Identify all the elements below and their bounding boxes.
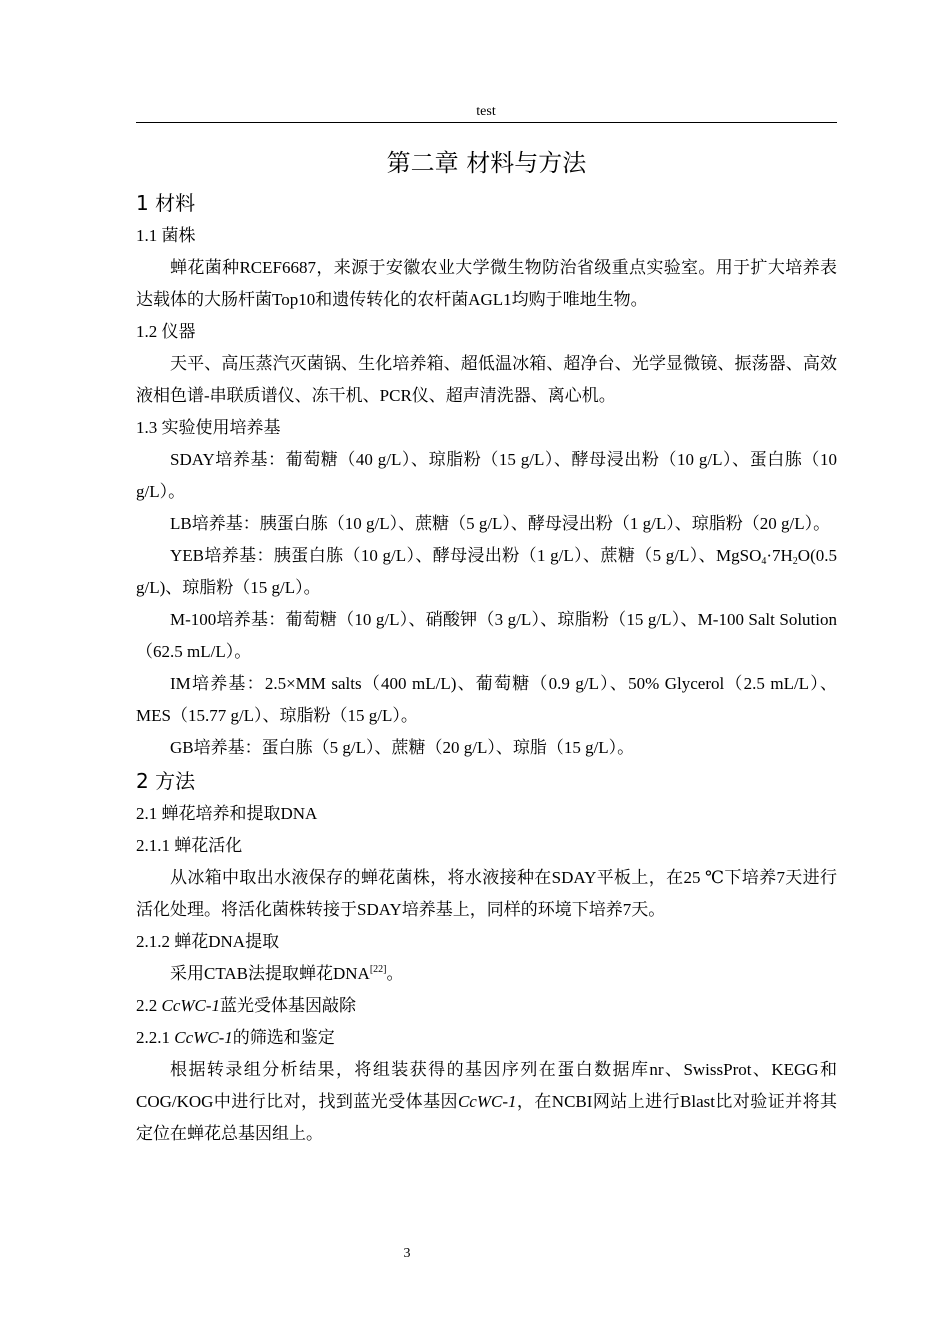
paragraph-im-medium: IM培养基：2.5×MM salts（400 mL/L)、葡萄糖（0.9 g/L）、50% Glycerol（2.5 mL/L）、MES（15.77 g/L）、琼脂粉（15 g/L）。 [136,674,837,725]
paragraph-sday-medium: SDAY培养基：葡萄糖（40 g/L）、琼脂粉（15 g/L）、酵母浸出粉（10 g/L）、蛋白胨（10 g/L）。 [136,450,837,501]
yeb-text-2: ·7H [766,546,793,565]
subsection-heading-strains: 1.1 菌株 [136,226,196,245]
heading-text: 的筛选和鉴定 [232,1028,335,1047]
subsubsection-heading-screening [136,1022,837,1054]
section-heading-methods: 2 方法 [136,769,196,793]
heading-number: 2.2 [136,996,162,1015]
yeb-text-1: YEB培养基：胰蛋白胨（10 g/L）、酵母浸出粉（1 g/L）、蔗糖（5 g/L）、MgSO [170,546,762,565]
paragraph-gb-medium: GB培养基：蛋白胨（5 g/L）、蔗糖（20 g/L）、琼脂（15 g/L）。 [170,738,635,757]
yeb-subscript-2: 2 [792,556,798,567]
citation-ref: [22] [369,964,387,975]
subsection-heading-media: 1.3 实验使用培养基 [136,418,281,437]
heading-number: 2.2.1 [136,1028,175,1047]
heading-text: 蓝光受体基因敲除 [220,996,357,1015]
paragraph-m100-medium: M-100培养基：葡萄糖（10 g/L）、硝酸钾（3 g/L）、琼脂粉（15 g/L）、M-100 Salt Solution（62.5 mL/L）。 [136,610,837,661]
paragraph-activation: 从冰箱中取出水液保存的蝉花菌株，将水液接种在SDAY平板上，在25 ℃下培养7天进行活化处理。将活化菌株转接于SDAY培养基上，同样的环境下培养7天。 [136,868,837,919]
gene-name: CcWC-1 [457,1092,517,1111]
subsection-heading-culture-dna: 2.1 蝉花培养和提取DNA [136,804,318,823]
dna-extraction-end: 。 [386,964,404,983]
paragraph-yeb-medium [136,540,837,604]
section-heading-materials: 1 材料 [136,191,196,215]
header-rule [136,122,837,123]
paragraph-lb-medium: LB培养基：胰蛋白胨（10 g/L）、蔗糖（5 g/L）、酵母浸出粉（1 g/L）、琼脂粉（20 g/L）。 [170,514,831,533]
subsection-heading-gene-knockout [136,990,837,1022]
page-number: 3 [403,1246,411,1261]
subsection-heading-instruments: 1.2 仪器 [136,322,196,341]
dna-extraction-text: 采用CTAB法提取蝉花DNA [170,964,370,983]
paragraph-instruments: 天平、高压蒸汽灭菌锅、生化培养箱、超低温冰箱、超净台、光学显微镜、振荡器、高效液相色谱-串联质谱仪、冻干机、PCR仪、超声清洗器、离心机。 [136,354,837,405]
gene-name: CcWC-1 [161,996,221,1015]
screening-text-1: 根据转录组分析结果，将组装获得的基因序列在蛋白数据库nr、SwissProt、KEGG和COG/KOG中进行比对，找到蓝光受体基因 [136,1060,837,1111]
page-header: test [476,104,496,119]
yeb-subscript-4: 4 [761,556,767,567]
screening-text-2: ，在NCBI网站上进行Blast比对验证并将其定位在蝉花总基因组上。 [136,1092,837,1143]
paragraph-strains: 蝉花菌种RCEF6687，来源于安徽农业大学微生物防治省级重点实验室。用于扩大培养表达载体的大肠杆菌Top10和遗传转化的农杆菌AGL1均购于唯地生物。 [136,258,837,309]
subsubsection-heading-activation: 2.1.1 蝉花活化 [136,836,243,855]
gene-name: CcWC-1 [174,1028,233,1047]
paragraph-screening [136,1054,837,1150]
paragraph-dna-extraction [136,958,837,990]
chapter-title: 第二章 材料与方法 [386,149,587,177]
page-body [136,140,837,1150]
yeb-text-3: O(0.5 g/L)、琼脂粉（15 g/L）。 [136,546,837,597]
subsubsection-heading-dna-extraction: 2.1.2 蝉花DNA提取 [136,932,280,951]
